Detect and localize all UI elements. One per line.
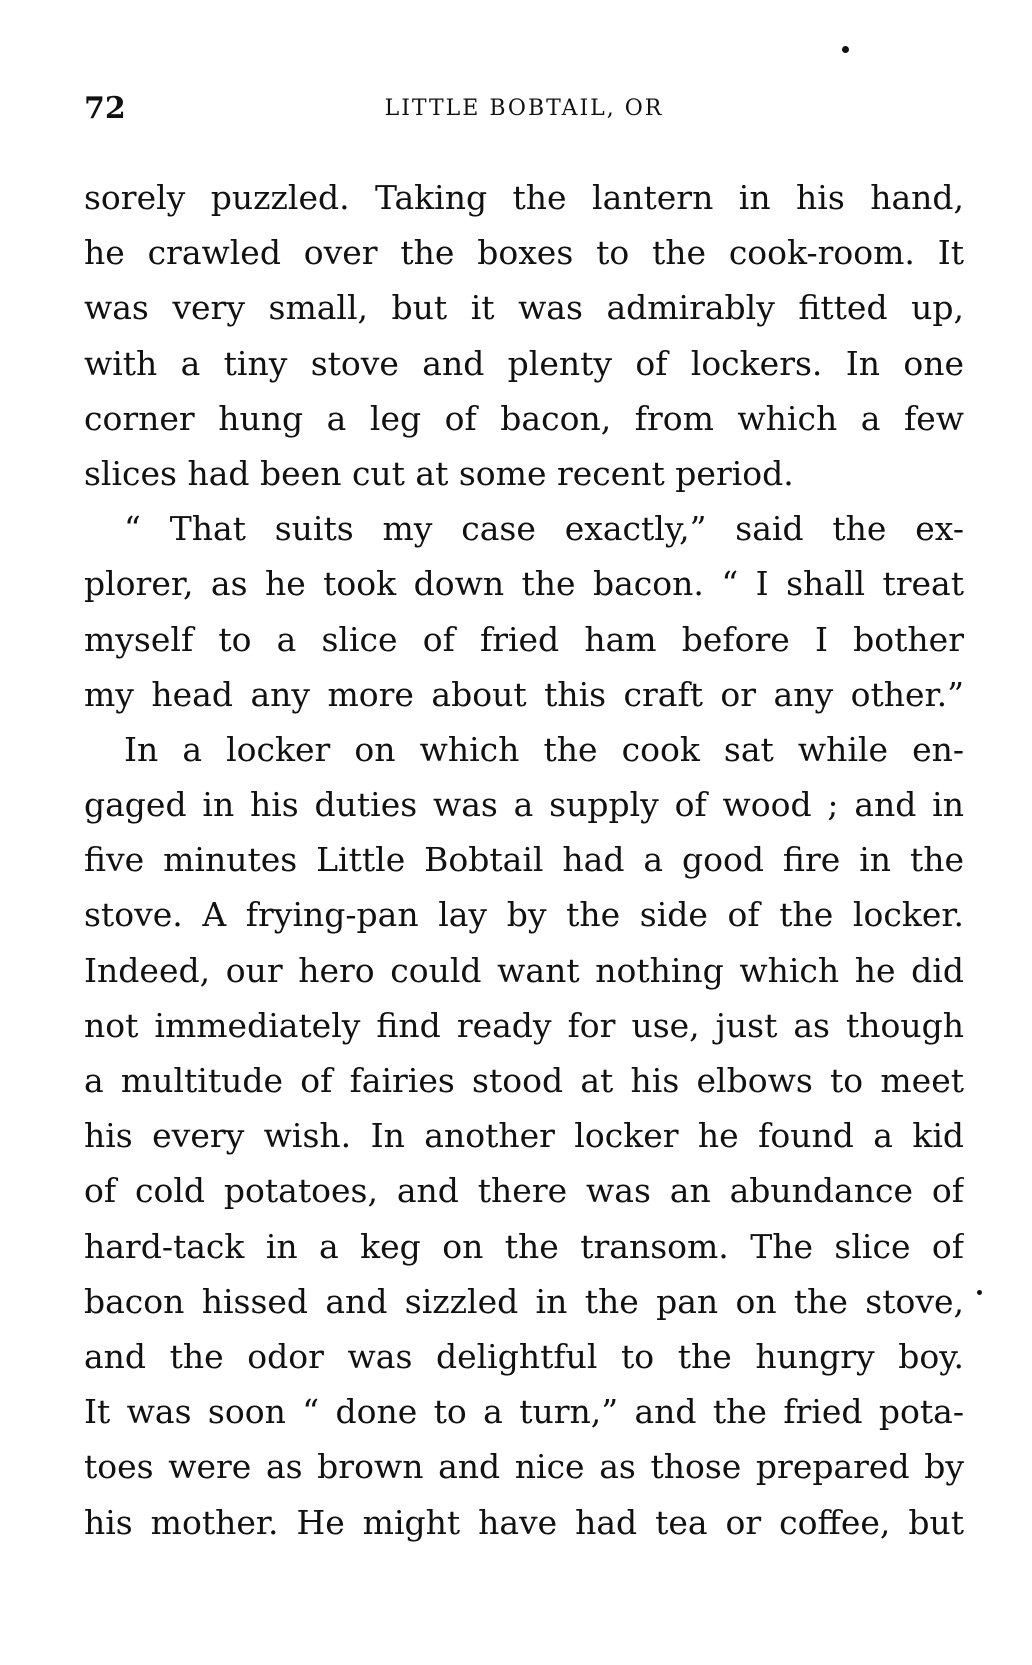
text-line: sorely puzzled. Taking the lantern in his hand,: [84, 178, 964, 217]
page-number: 72: [84, 91, 126, 126]
text-line: slices had been cut at some recent period.: [84, 453, 794, 493]
text-line: Indeed, our hero could want nothing which he did: [84, 950, 964, 990]
text-line: with a tiny stove and plenty of lockers. In one: [84, 343, 964, 383]
text-line: It was soon “ done to a turn,” and the fried pota-: [84, 1392, 964, 1432]
text-line: toes were as brown and nice as those prepared by: [84, 1447, 964, 1487]
text-line: and the odor was delightful to the hungry boy.: [84, 1336, 964, 1376]
text-line: stove. A frying-pan lay by the side of the locker.: [84, 895, 964, 935]
running-head: LITTLE BOBTAIL, OR: [384, 96, 664, 121]
body-text: [84, 170, 964, 1550]
text-line: my head any more about this craft or any other.”: [84, 674, 964, 714]
text-line: his mother. He might have had tea or coffee, but: [84, 1502, 964, 1542]
text-line: of cold potatoes, and there was an abundance of: [84, 1171, 964, 1211]
text-line: gaged in his duties was a supply of wood ; and in: [84, 785, 964, 825]
page-header: [84, 92, 964, 126]
text-line: hard-tack in a keg on the transom. The slice of: [84, 1226, 964, 1266]
text-line: not immediately find ready for use, just as though: [84, 1005, 964, 1045]
text-line: five minutes Little Bobtail had a good fire in the: [84, 840, 964, 880]
text-line: a multitude of fairies stood at his elbows to meet: [84, 1061, 964, 1100]
text-line: plorer, as he took down the bacon. “ I shall treat: [84, 564, 964, 604]
text-line: In a locker on which the cook sat while en-: [124, 729, 964, 769]
text-line: his every wish. In another locker he found a kid: [84, 1116, 964, 1156]
text-line: bacon hissed and sizzled in the pan on the stove,: [84, 1281, 964, 1321]
ink-speck: [842, 46, 849, 53]
text-line: “ That suits my case exactly,” said the ex-: [124, 509, 964, 549]
text-line: myself to a slice of fried ham before I bother: [84, 619, 964, 659]
text-line: corner hung a leg of bacon, from which a few: [84, 398, 964, 438]
text-line: he crawled over the boxes to the cook-room. It: [84, 233, 964, 273]
text-line: was very small, but it was admirably fitted up,: [84, 288, 964, 328]
margin-speck: [977, 1290, 982, 1295]
